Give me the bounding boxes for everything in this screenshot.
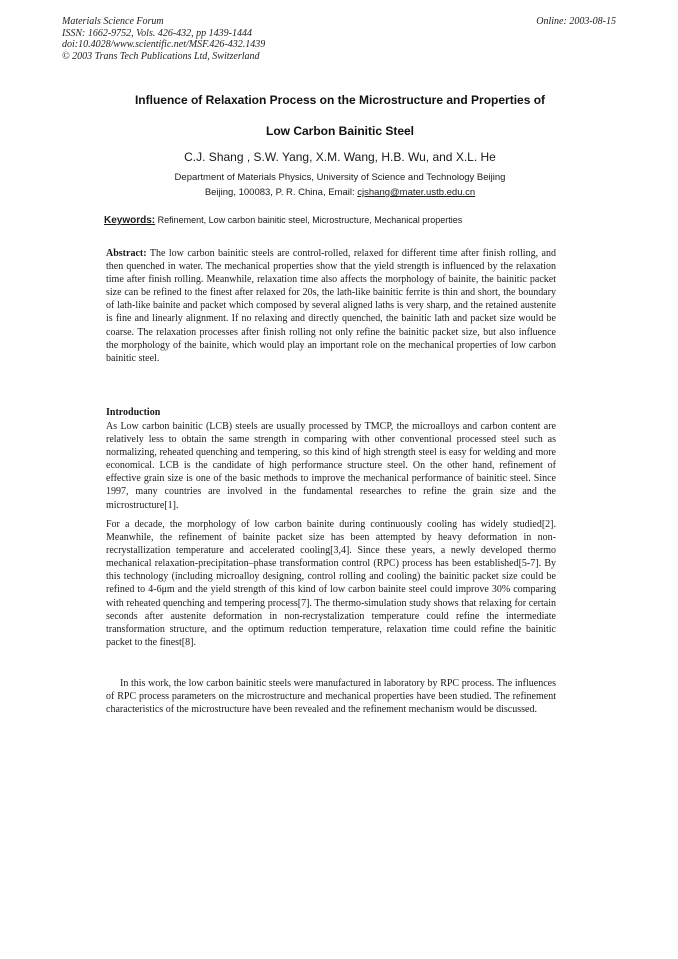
author-email-link[interactable]: cjshang@mater.ustb.edu.cn bbox=[357, 187, 476, 198]
introduction-paragraph-1: As Low carbon bainitic (LCB) steels are usually processed by TMCP, the microalloys and carbon content are relatively less to obtain the same strength in comparing with other conventional processed steel such as normalizing, reheated quenching and tempering, so this kind of high strength steel is easy for welding and more economical. LCB is the candidate of high performance structure steel. On the other hand, refinement of effective grain size is one of the basic methods to improve the mechanical performance of bainitic steel. Since 1997, many countries are involved in the fundamental researches to refine the grain size and the microstructure[1]. bbox=[106, 421, 556, 511]
introduction-paragraph-2: For a decade, the morphology of low carbon bainite during continuously cooling has widely studied[2]. Meanwhile, the refinement of bainite packet size has been attempted by heavy deformation in non-recrystallization temperature and accelerated cooling[3,4]. Since these years, a newly developed thermo mechanical relaxation-precipitation–phase transformation control (RPC) process has been established[5-7]. By this technology (including microalloy designing, control rolling and cooling) the bainitic packet size could be refined to 4-6μm and the yield strength of this kind of low carbon bainite steel could improve 30% comparing with reheated quenching and tempering process[7]. The thermo-simulation study shows that relaxing for certain seconds after austenite deformation in non-recrystalization temperature could refine the intermediate transformation structure, and the optimum reduction temperature, relaxation time could refine the bainitic packet to the finest[8]. bbox=[106, 519, 556, 648]
affiliation-address: Beijing, 100083, P. R. China, Email: bbox=[204, 187, 355, 198]
doi-line: doi:10.4028/www.scientific.net/MSF.426-432.1439 bbox=[62, 39, 266, 50]
paper-title-line2: Low Carbon Bainitic Steel bbox=[265, 124, 415, 138]
abstract-label: Abstract: bbox=[106, 248, 147, 259]
introduction-heading: Introduction bbox=[106, 407, 161, 418]
keywords bbox=[104, 215, 564, 226]
journal-name: Materials Science Forum bbox=[62, 16, 164, 27]
copyright-line: © 2003 Trans Tech Publications Ltd, Switzerland bbox=[62, 50, 260, 62]
keywords-label: Keywords: bbox=[104, 215, 156, 226]
online-date: Online: 2003-08-15 bbox=[536, 16, 616, 27]
abstract-text: The low carbon bainitic steels are control-rolled, relaxed for different time after finish rolling, and then quenched in water. The mechanical properties show that the yield strength is influenced by the relaxation time after finish rolling. Meanwhile, relaxation time also affects the morphology of bainite, the bainitic packet size can be refined to the finest after relaxed for 20s, the lath-like bainitic ferrite is thin and short, the boundary of lath-like bainite and packet which composed by several aligned laths is very sharp, and the retained austenite is fine and linearly alignment. If no relaxing and directly quenched, the bainitic lath and packet size would be coarse. The relaxation processes after finish rolling not only refine the bainitic packet size, but also influence the morphology of the bainite, which would play an important role on the mechanical properties of low carbon bainitic steel. bbox=[106, 248, 556, 364]
affiliation-line1: Department of Materials Physics, University of Science and Technology Beijing bbox=[174, 172, 506, 183]
abstract bbox=[106, 247, 556, 365]
publication-meta bbox=[62, 16, 265, 62]
issn-line: ISSN: 1662-9752, Vols. 426-432, pp 1439-1444 bbox=[62, 27, 252, 39]
author-list: C.J. Shang , S.W. Yang, X.M. Wang, H.B. Wu, and X.L. He bbox=[184, 150, 496, 164]
paper-title-line1: Influence of Relaxation Process on the Microstructure and Properties of bbox=[134, 93, 546, 107]
affiliation-line2 bbox=[60, 187, 620, 198]
introduction-paragraph-3: In this work, the low carbon bainitic steels were manufactured in laboratory by RPC process. The influences of RPC process parameters on the microstructure and mechanical properties have been studied. The refinement characteristics of the microstructure have been revealed and the refinement mechanism would be discussed. bbox=[106, 678, 556, 716]
keywords-text: Refinement, Low carbon bainitic steel, Microstructure, Mechanical properties bbox=[157, 215, 463, 225]
